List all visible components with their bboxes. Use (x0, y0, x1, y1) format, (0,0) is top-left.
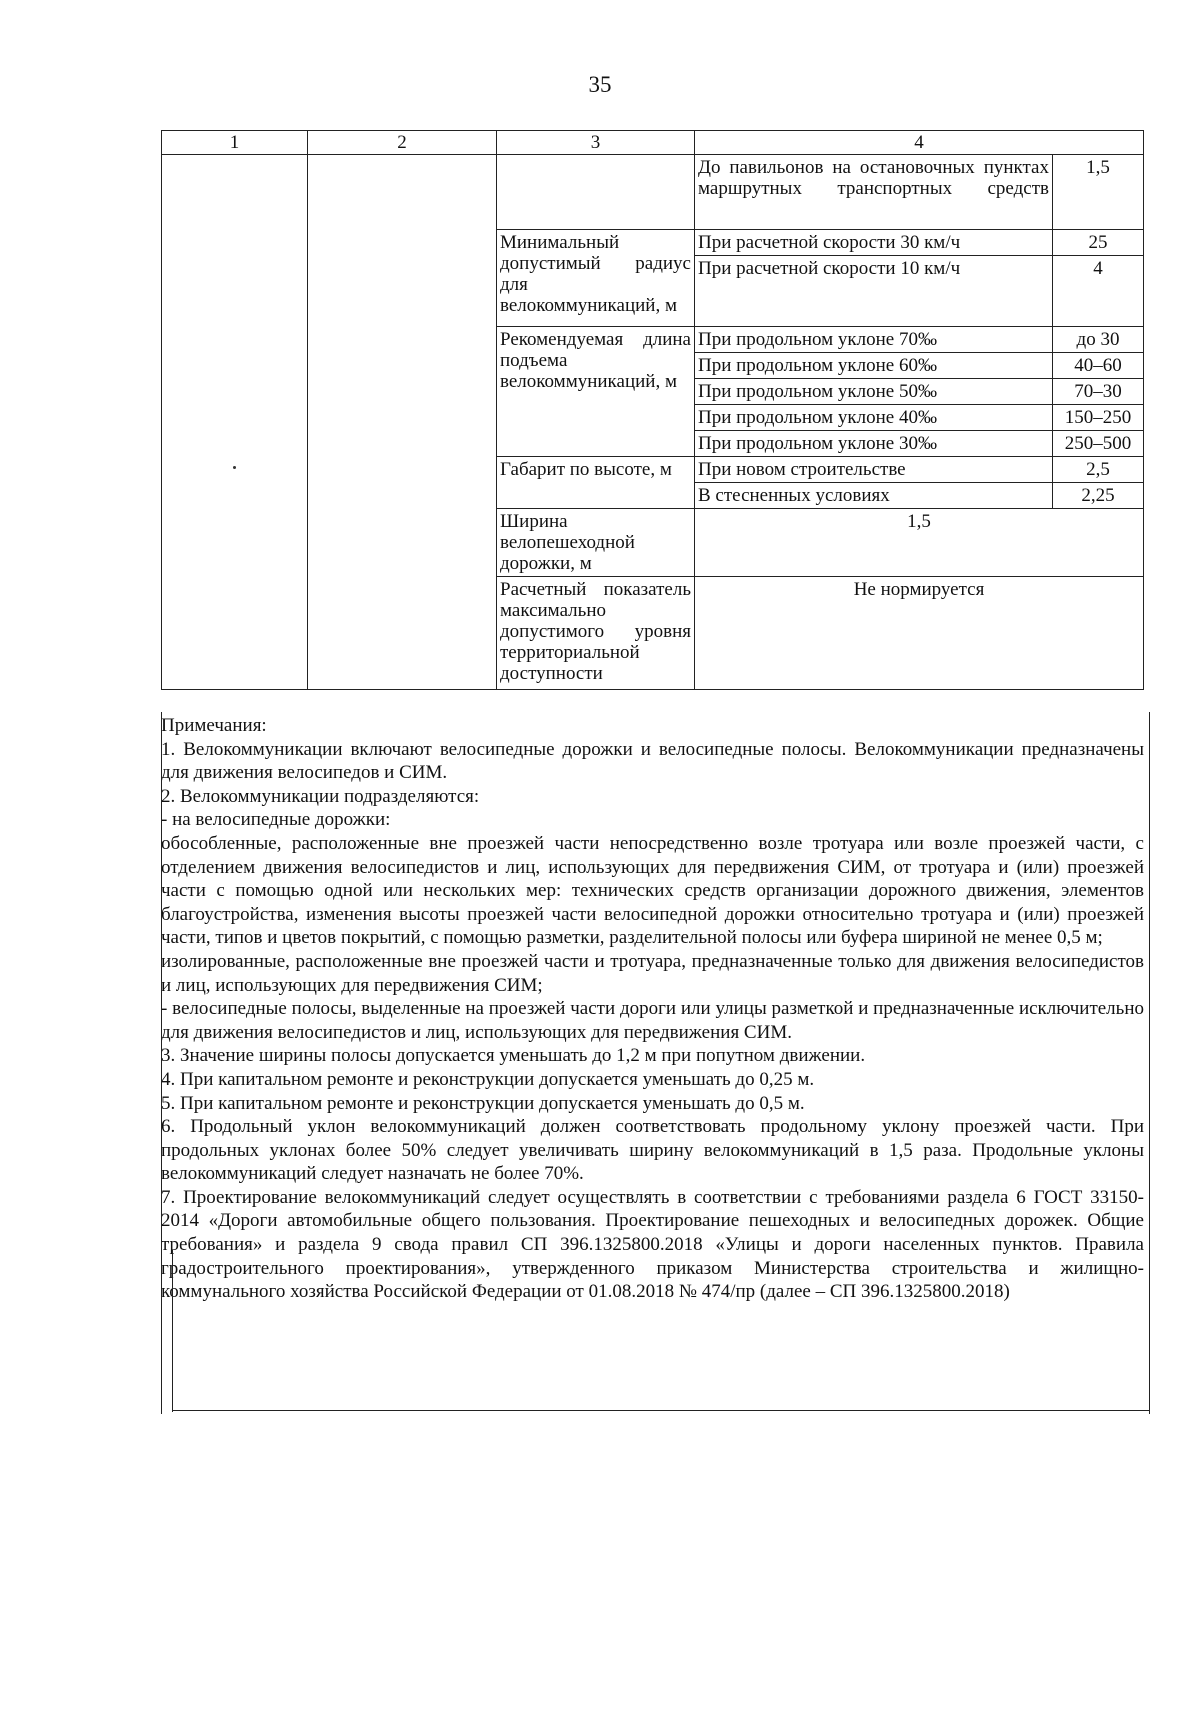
height-item-value: 2,5 (1053, 457, 1144, 483)
note-item: изолированные, расположенные вне проезжей части и тротуара, предназначенные только для движения велосипедистов и лиц, использующих для передвижения СИМ; (161, 950, 1144, 996)
column-header: 1 (162, 131, 308, 155)
scan-speck (233, 466, 236, 469)
climb-item-text: При продольном уклоне 30‰ (695, 431, 1053, 457)
pavilions-value: 1,5 (1053, 155, 1144, 230)
note-item: - велосипедные полосы, выделенные на проезжей части дороги или улицы разметкой и предназначенные исключительно для движения велосипедистов и лиц, использующих для передвижения СИМ. (161, 998, 1144, 1043)
empty-cell (308, 155, 497, 690)
climb-item-value: до 30 (1053, 327, 1144, 353)
climb-item-value: 70–30 (1053, 379, 1144, 405)
notes-frame (161, 712, 1150, 1414)
width-value: 1,5 (695, 509, 1144, 577)
note-item: 1. Велокоммуникации включают велосипедные дорожки и велосипедные полосы. Велокоммуникации предназначены для движения велосипедов и СИМ. (161, 738, 1144, 784)
note-item: 2. Велокоммуникации подразделяются: (161, 785, 480, 807)
radius-item-text: При расчетной скорости 10 км/ч (695, 256, 1053, 327)
climb-item-text: При продольном уклоне 50‰ (695, 379, 1053, 405)
pavilions-text: До павильонов на остановочных пунктах маршрутных транспортных средств (695, 155, 1053, 230)
radius-item-text: При расчетной скорости 30 км/ч (695, 230, 1053, 256)
note-item: обособленные, расположенные вне проезжей части непосредственно возле тротуара или возле проезжей части, с отделением движения велосипедистов и лиц, использующих для передвижения СИМ, от тротуара и (или) проезжей части с помощью одной или нескольких мер: технических средств организации дорожного движения, элементов благоустройства, изменения высоты проезжей части велосипедной дорожки относительно тротуара и (или) проезжей части, типов и цветов покрытий, с помощью разметки, разделительной полосы или буфера шириной не менее 0,5 м; (161, 832, 1144, 949)
note-item: 4. При капитальном ремонте и реконструкции допускается уменьшать до 0,25 м. (161, 1068, 815, 1090)
empty-cell (497, 155, 695, 230)
width-label: Ширина велопешеходной дорожки, м (497, 509, 695, 577)
page-number: 35 (588, 72, 612, 97)
climb-item-value: 150–250 (1053, 405, 1144, 431)
note-item: - на велосипедные дорожки: (161, 809, 391, 831)
column-header: 2 (308, 131, 497, 155)
climb-item-value: 250–500 (1053, 431, 1144, 457)
climb-label: Рекомендуемая длина подъема велокоммуникаций, м (497, 327, 695, 457)
column-header: 4 (695, 131, 1144, 155)
notes-title: Примечания: (161, 715, 267, 736)
climb-item-value: 40–60 (1053, 353, 1144, 379)
column-header: 3 (497, 131, 695, 155)
height-item-value: 2,25 (1053, 483, 1144, 509)
table-row (162, 155, 1144, 230)
radius-label: Минимальный допустимый радиус для велокоммуникаций, м (497, 230, 695, 327)
note-item: 6. Продольный уклон велокоммуникаций должен соответствовать продольному уклону проезжей части. При продольных уклонах более 50% следует увеличивать ширину велокоммуникаций в 1,5 раза. Продольные уклоны велокоммуникаций следует назначать не более 70%. (161, 1116, 1144, 1185)
radius-item-value: 4 (1053, 256, 1144, 327)
table-header-row (162, 131, 1144, 155)
empty-cell (162, 155, 308, 690)
climb-item-text: При продольном уклоне 40‰ (695, 405, 1053, 431)
radius-item-value: 25 (1053, 230, 1144, 256)
climb-item-text: При продольном уклоне 70‰ (695, 327, 1053, 353)
indicator-label: Расчетный показатель максимально допустимого уровня территориальной доступности (497, 577, 695, 690)
height-item-text: В стесненных условиях (695, 483, 1053, 509)
note-item: 3. Значение ширины полосы допускается уменьшать до 1,2 м при попутном движении. (161, 1045, 866, 1067)
climb-item-text: При продольном уклоне 60‰ (695, 353, 1053, 379)
indicator-value: Не нормируется (695, 577, 1144, 690)
height-item-text: При новом строительстве (695, 457, 1053, 483)
note-item: 5. При капитальном ремонте и реконструкции допускается уменьшать до 0,5 м. (161, 1092, 805, 1114)
note-item: 7. Проектирование велокоммуникаций следует осуществлять в соответствии с требованиями раздела 6 ГОСТ 33150-2014 «Дороги автомобильные общего пользования. Проектирование пешеходных и велосипедных дорожек. Общие требования» и раздела 9 свода правил СП 396.1325800.2018 «Улицы и дороги населенных пунктов. Правила градостроительного проектирования», утвержденного приказом Министерства строительства и жилищно-коммунального хозяйства Российской Федерации от 01.08.2018 № 474/пр (далее – СП 396.1325800.2018) (161, 1186, 1144, 1303)
notes-frame-left (172, 1250, 173, 1412)
notes-frame-bottom (172, 1410, 1150, 1411)
norms-table (161, 130, 1144, 690)
height-label: Габарит по высоте, м (497, 457, 695, 509)
